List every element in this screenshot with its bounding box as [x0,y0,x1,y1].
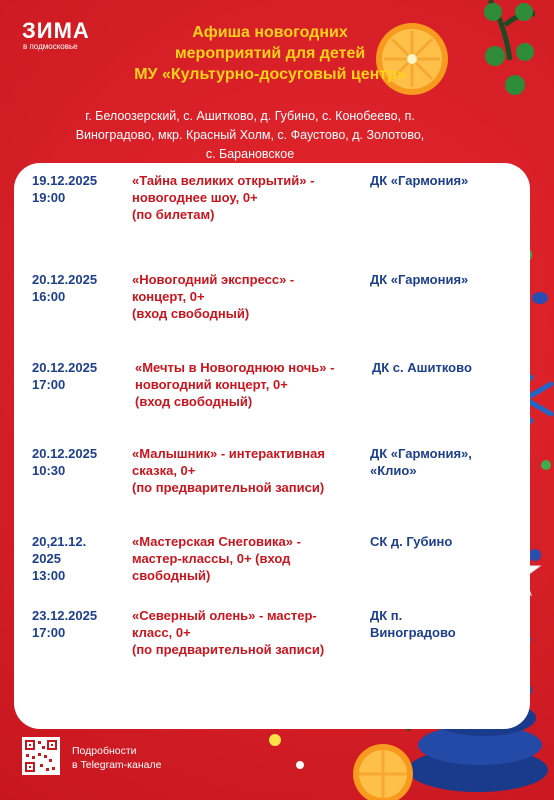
locations-list [20,107,480,164]
event-venue [370,533,520,550]
footer-line: в Telegram-канале [72,759,162,771]
desc-line: новогоднее шоу, 0+ [132,190,258,205]
qr-code-icon[interactable] [22,737,60,775]
desc-line: «Северный олень» - мастер- [132,608,317,623]
venue-line: «Клио» [370,463,417,478]
desc-line: «Мечты в Новогоднюю ночь» - [135,360,335,375]
event-description [132,271,364,322]
event-description [132,172,364,223]
poster-title [70,22,470,85]
desc-line: «Тайна великих открытий» - [132,173,315,188]
berry-branch-icon [484,0,535,95]
venue-line: ДК п. [370,608,403,623]
events-table [14,163,530,729]
event-datetime [32,271,124,305]
event-datetime [32,172,124,206]
orange-slice-bottom-icon [353,744,413,800]
title-line: МУ «Культурно-досуговый центр» [134,66,406,83]
venue-line: Виноградово [370,625,456,640]
candy-blue-icon [532,292,548,304]
event-description [132,533,364,584]
desc-line: (по предварительной записи) [132,642,325,657]
event-time: 16:00 [32,289,66,304]
venue-line: СК д. Губино [370,534,453,549]
desc-line: новогодний концерт, 0+ [135,377,288,392]
desc-line: «Мастерская Снеговика» - [132,534,301,549]
locations-line: с. Барановское [205,147,295,161]
telegram-link[interactable] [72,744,161,772]
title-line: мероприятий для детей [174,45,366,62]
event-datetime [32,533,124,584]
desc-line: сказка, 0+ [132,463,196,478]
venue-line: ДК «Гармония» [370,173,469,188]
event-description [132,445,364,496]
event-time: 2025 [32,551,61,566]
desc-line: (по предварительной записи) [132,480,325,495]
event-date: 19.12.2025 [32,173,98,188]
logo-subtitle: в подмосковье [23,42,78,51]
locations-line: Виноградово, мкр. Красный Холм, с. Фаустово, д. Золотово, [75,128,425,142]
event-date: 20.12.2025 [32,360,98,375]
event-time: 19:00 [32,190,66,205]
event-datetime [32,607,124,641]
desc-line: «Новогодний экспресс» - [132,272,295,287]
desc-line: концерт, 0+ [132,289,205,304]
desc-line: «Малышник» - интерактивная [132,446,325,461]
event-datetime [32,359,124,393]
event-time: 10:30 [32,463,66,478]
locations-line: г. Белоозерский, с. Ашитково, д. Губино, с. Конобеево, п. [85,109,415,123]
event-description [132,607,364,658]
event-date: 20,21.12. [32,534,87,549]
title-line: Афиша новогодних [192,24,348,41]
desc-line: мастер-классы, 0+ (вход [132,551,291,566]
desc-line: (вход свободный) [132,306,250,321]
logo-title: ЗИМА [22,18,90,43]
event-time: 17:00 [32,625,66,640]
event-date: 20.12.2025 [32,272,98,287]
event-venue [370,607,520,641]
event-description [135,359,367,410]
event-venue [370,172,520,189]
event-venue [370,271,520,288]
event-time: 13:00 [32,568,66,583]
event-date: 20.12.2025 [32,446,98,461]
event-venue [372,359,522,376]
desc-line: (вход свободный) [135,394,253,409]
venue-line: ДК «Гармония» [370,272,469,287]
event-time: 17:00 [32,377,66,392]
desc-line: класс, 0+ [132,625,191,640]
footer-line: Подробности [72,745,137,757]
event-venue [370,445,520,479]
event-date: 23.12.2025 [32,608,98,623]
event-datetime [32,445,124,479]
venue-line: ДК с. Ашитково [372,360,472,375]
desc-line: (по билетам) [132,207,215,222]
desc-line: свободный) [132,568,211,583]
venue-line: ДК «Гармония», [370,446,472,461]
